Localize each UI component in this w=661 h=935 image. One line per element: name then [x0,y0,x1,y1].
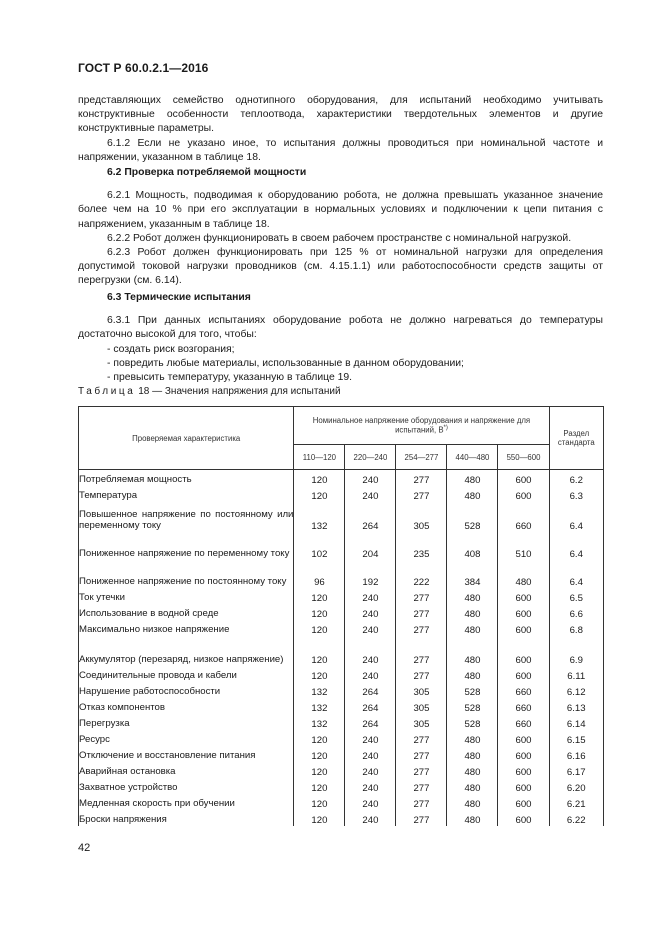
row-voltage-value: 480 [447,470,498,486]
row-voltage-value: 600 [498,730,549,746]
row-voltage-value: 305 [396,698,447,714]
row-voltage-value: 600 [498,746,549,762]
row-voltage-value: 240 [345,636,396,666]
row-voltage-value: 120 [294,746,345,762]
table-caption-title: 18 — Значения напряжения для испытаний [138,386,341,397]
row-voltage-value: 600 [498,620,549,636]
row-voltage-value: 305 [396,682,447,698]
row-characteristic: Захватное устройство [79,778,294,794]
clause-6-2-1: 6.2.1 Мощность, подводимая к оборудованию робота, не должна превышать указанное значение более чем на 10 % при его эксплуатации в нормальных условиях и подключении к цепи питания с напряжением, указанным в таблице 18. [78,190,603,230]
header-voltage: Номинальное напряжение оборудования и напряжение для испытаний, В*) [294,407,549,445]
row-voltage-value: 240 [345,746,396,762]
row-voltage-value: 277 [396,588,447,604]
row-voltage-value: 96 [294,560,345,588]
row-voltage-value: 277 [396,666,447,682]
document-header: ГОСТ Р 60.0.2.1—2016 [78,61,209,75]
row-section-ref: 6.6 [549,604,603,620]
row-voltage-value: 660 [498,698,549,714]
section-6-2 [78,166,603,289]
row-voltage-value: 480 [447,666,498,682]
row-section-ref: 6.17 [549,762,603,778]
table-row [79,636,604,666]
intro-block [78,94,603,165]
row-voltage-value: 600 [498,762,549,778]
row-characteristic: Использование в водной среде [79,604,294,620]
section-6-3-heading: 6.3 Термические испытания [107,292,251,303]
row-voltage-value: 408 [447,532,498,560]
table-row [79,778,604,794]
row-section-ref: 6.22 [549,810,603,826]
row-voltage-value: 277 [396,762,447,778]
intro-paragraph: представляющих семейство однотипного оборудования, для испытаний необходимо учитывать конструктивные особенности теплоотвода, характеристики твердотельных элементов и другие конструктивные параметры. [78,95,603,135]
row-voltage-value: 120 [294,636,345,666]
row-characteristic: Максимально низкое напряжение [79,620,294,636]
clause-6-3-1: 6.3.1 При данных испытаниях оборудование робота не должно нагреваться до температуры достаточно высокой для того, чтобы: [78,315,603,341]
row-characteristic: Аварийная остановка [79,762,294,778]
table-caption [78,386,341,397]
clause-6-2-2: 6.2.2 Робот должен функционировать в своем рабочем пространстве с номинальной нагрузкой. [107,232,572,244]
header-range: 220—240 [345,445,396,470]
row-voltage-value: 240 [345,810,396,826]
row-voltage-value: 264 [345,714,396,730]
row-voltage-value: 480 [447,730,498,746]
row-section-ref: 6.4 [549,502,603,532]
row-characteristic: Пониженное напряжение по постоянному току [79,560,294,588]
row-voltage-value: 600 [498,810,549,826]
row-voltage-value: 600 [498,486,549,502]
table-row [79,620,604,636]
row-voltage-value: 480 [447,486,498,502]
row-voltage-value: 264 [345,698,396,714]
row-voltage-value: 600 [498,588,549,604]
row-voltage-value: 240 [345,794,396,810]
row-section-ref: 6.21 [549,794,603,810]
row-section-ref: 6.16 [549,746,603,762]
table-row [79,666,604,682]
table-caption-prefix: Таблица [78,386,136,397]
row-section-ref: 6.12 [549,682,603,698]
clause-6-2-3: 6.2.3 Робот должен функционировать при 125 % от номинальной нагрузки для определения допустимой токовой нагрузки проводников (см. 4.15.1.1) или работоспособности средств защиты от перегрузки (см. 6.14). [78,247,603,287]
row-voltage-value: 264 [345,502,396,532]
row-voltage-value: 132 [294,682,345,698]
row-voltage-value: 480 [447,762,498,778]
row-voltage-value: 240 [345,620,396,636]
row-characteristic: Медленная скорость при обучении [79,794,294,810]
row-voltage-value: 264 [345,682,396,698]
header-range: 254—277 [396,445,447,470]
row-voltage-value: 102 [294,532,345,560]
row-voltage-value: 120 [294,470,345,486]
table-row [79,470,604,486]
section-6-3 [78,291,603,385]
row-section-ref: 6.14 [549,714,603,730]
row-voltage-value: 132 [294,698,345,714]
row-voltage-value: 132 [294,714,345,730]
voltage-table [78,406,604,826]
row-voltage-value: 277 [396,794,447,810]
row-voltage-value: 600 [498,794,549,810]
row-characteristic: Соединительные провода и кабели [79,666,294,682]
row-voltage-value: 277 [396,778,447,794]
row-voltage-value: 660 [498,502,549,532]
row-section-ref: 6.20 [549,778,603,794]
row-voltage-value: 480 [447,810,498,826]
row-voltage-value: 277 [396,620,447,636]
row-voltage-value: 277 [396,604,447,620]
table-body [79,470,604,826]
row-voltage-value: 222 [396,560,447,588]
row-voltage-value: 480 [447,778,498,794]
row-voltage-value: 120 [294,778,345,794]
row-voltage-value: 204 [345,532,396,560]
row-characteristic: Аккумулятор (перезаряд, низкое напряжение) [79,636,294,666]
table-row [79,698,604,714]
row-voltage-value: 277 [396,486,447,502]
row-section-ref: 6.4 [549,532,603,560]
table-row [79,746,604,762]
row-voltage-value: 480 [447,604,498,620]
row-voltage-value: 120 [294,666,345,682]
row-section-ref: 6.8 [549,620,603,636]
row-voltage-value: 120 [294,604,345,620]
row-voltage-value: 277 [396,730,447,746]
row-voltage-value: 600 [498,636,549,666]
row-characteristic: Пониженное напряжение по переменному току [79,532,294,560]
row-characteristic: Повышенное напряжение по постоянному или переменному току [79,502,294,532]
bullet-item: - превысить температуру, указанную в таблице 19. [107,372,353,384]
row-voltage-value: 235 [396,532,447,560]
table-row [79,730,604,746]
bullet-item: - создать риск возгорания; [107,343,235,355]
clause-6-1-2: 6.1.2 Если не указано иное, то испытания должны проводиться при номинальной частоте и напряжении, указанном в таблице 18. [78,137,603,163]
table-row [79,486,604,502]
header-range: 110—120 [294,445,345,470]
row-section-ref: 6.2 [549,470,603,486]
row-voltage-value: 277 [396,636,447,666]
row-voltage-value: 120 [294,730,345,746]
row-voltage-value: 600 [498,604,549,620]
row-voltage-value: 528 [447,682,498,698]
row-voltage-value: 120 [294,794,345,810]
header-characteristic: Проверяемая характеристика [79,407,294,470]
section-6-2-heading: 6.2 Проверка потребляемой мощности [107,167,307,178]
row-voltage-value: 120 [294,588,345,604]
row-voltage-value: 277 [396,470,447,486]
row-section-ref: 6.15 [549,730,603,746]
row-section-ref: 6.9 [549,636,603,666]
row-voltage-value: 480 [498,560,549,588]
row-characteristic: Ток утечки [79,588,294,604]
row-voltage-value: 240 [345,486,396,502]
row-voltage-value: 510 [498,532,549,560]
row-voltage-value: 480 [447,620,498,636]
bullet-item: - повредить любые материалы, использованные в данном оборудовании; [107,357,464,369]
row-voltage-value: 480 [447,636,498,666]
row-voltage-value: 600 [498,470,549,486]
row-voltage-value: 528 [447,714,498,730]
row-characteristic: Потребляемая мощность [79,470,294,486]
row-voltage-value: 132 [294,502,345,532]
table-row [79,762,604,778]
row-section-ref: 6.5 [549,588,603,604]
row-section-ref: 6.4 [549,560,603,588]
header-section: Раздел стандарта [549,407,603,470]
row-voltage-value: 528 [447,698,498,714]
table-row [79,588,604,604]
row-voltage-value: 480 [447,794,498,810]
table-row [79,714,604,730]
row-voltage-value: 277 [396,746,447,762]
row-voltage-value: 305 [396,714,447,730]
row-voltage-value: 192 [345,560,396,588]
row-voltage-value: 240 [345,762,396,778]
row-voltage-value: 305 [396,502,447,532]
row-voltage-value: 120 [294,810,345,826]
table-row [79,794,604,810]
table-row [79,560,604,588]
row-voltage-value: 240 [345,470,396,486]
row-characteristic: Нарушение работоспособности [79,682,294,698]
row-voltage-value: 120 [294,762,345,778]
row-voltage-value: 240 [345,730,396,746]
row-voltage-value: 240 [345,666,396,682]
row-characteristic: Ресурс [79,730,294,746]
row-characteristic: Отключение и восстановление питания [79,746,294,762]
table-row [79,682,604,698]
table-row [79,810,604,826]
row-voltage-value: 240 [345,604,396,620]
row-voltage-value: 660 [498,714,549,730]
row-voltage-value: 384 [447,560,498,588]
row-section-ref: 6.3 [549,486,603,502]
row-characteristic: Перегрузка [79,714,294,730]
row-characteristic: Броски напряжения [79,810,294,826]
row-voltage-value: 480 [447,746,498,762]
row-voltage-value: 660 [498,682,549,698]
row-voltage-value: 120 [294,486,345,502]
row-voltage-value: 480 [447,588,498,604]
row-section-ref: 6.13 [549,698,603,714]
row-voltage-value: 240 [345,778,396,794]
table-row [79,502,604,532]
row-voltage-value: 600 [498,778,549,794]
header-range: 440—480 [447,445,498,470]
table-row [79,604,604,620]
row-characteristic: Отказ компонентов [79,698,294,714]
row-voltage-value: 277 [396,810,447,826]
row-voltage-value: 240 [345,588,396,604]
row-characteristic: Температура [79,486,294,502]
row-voltage-value: 528 [447,502,498,532]
row-section-ref: 6.11 [549,666,603,682]
row-voltage-value: 120 [294,620,345,636]
header-range: 550—600 [498,445,549,470]
row-voltage-value: 600 [498,666,549,682]
page-number: 42 [78,842,91,854]
table-row [79,532,604,560]
